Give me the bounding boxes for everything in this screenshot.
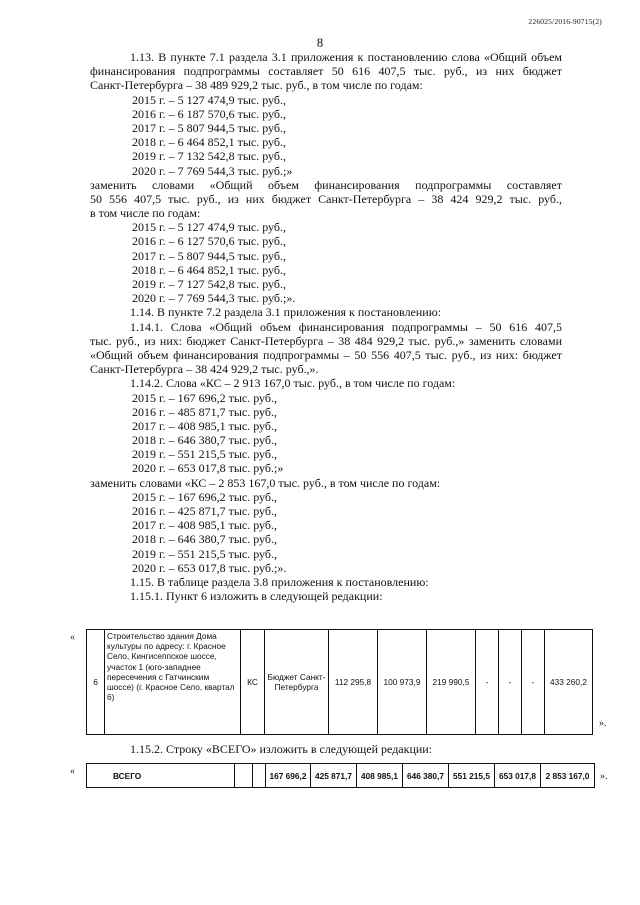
- text-line: 2019 г. – 7 132 542,8 тыс. руб.,: [132, 149, 286, 164]
- text-line: заменить словами «КС – 2 853 167,0 тыс. руб., в том числе по годам:: [90, 475, 441, 490]
- total-empty-cell: [235, 764, 253, 788]
- item-2016: 100 973,9: [378, 630, 427, 735]
- page-number: 8: [316, 36, 324, 50]
- table-row: [87, 630, 593, 735]
- total-row-table: [86, 763, 595, 788]
- total-2015: 167 696,2: [266, 764, 311, 788]
- item-funding-source: Бюджет Санкт-Петербурга: [265, 630, 329, 735]
- text-line: 2018 г. – 646 380,7 тыс. руб.,: [132, 433, 277, 448]
- text-line: 2016 г. – 6 187 570,6 тыс. руб.,: [132, 106, 286, 121]
- item-2020: -: [522, 630, 545, 735]
- text-line: 2018 г. – 6 464 852,1 тыс. руб.,: [132, 262, 286, 277]
- text-line: 1.15. В таблице раздела 3.8 приложения к постановлению:: [130, 574, 429, 589]
- text-line: 2019 г. – 551 215,5 тыс. руб.,: [132, 447, 277, 462]
- program-item-table: [86, 629, 593, 735]
- text-line: финансирования подпрограммы составляет 50 616 407,5 тыс. руб., из них бюджет: [90, 64, 562, 79]
- text-line: 2019 г. – 7 127 542,8 тыс. руб.,: [132, 277, 286, 291]
- item-2017: 219 990,5: [427, 630, 476, 735]
- text-line: тыс. руб., из них: бюджет Санкт-Петербурга – 38 484 929,2 тыс. руб.,» заменить словами: [90, 333, 562, 348]
- text-line: 2017 г. – 5 807 944,5 тыс. руб.,: [132, 120, 286, 135]
- total-label: ВСЕГО: [87, 764, 235, 788]
- text-line: 50 556 407,5 тыс. руб., из них бюджет Санкт-Петербурга – 38 424 929,2 тыс. руб.,: [90, 191, 562, 206]
- table-row: [87, 764, 595, 788]
- text-line: Санкт-Петербурга – 38 424 929,2 тыс. руб.,».: [90, 362, 319, 377]
- total-2020: 653 017,8: [495, 764, 541, 788]
- subitem-1-15-2: 1.15.2. Строку «ВСЕГО» изложить в следующей редакции:: [130, 742, 433, 756]
- total-2017: 408 985,1: [357, 764, 403, 788]
- total-2016: 425 871,7: [311, 764, 357, 788]
- text-line: 1.14. В пункте 7.2 раздела 3.1 приложения к постановлению:: [130, 305, 442, 320]
- text-line: «Общий объем финансирования подпрограммы – 50 556 407,5 тыс. руб., из них: бюджет: [90, 347, 562, 362]
- text-line: 2020 г. – 653 017,8 тыс. руб.;».: [132, 560, 287, 575]
- item-total: 433 260,2: [545, 630, 593, 735]
- total-2019: 551 215,5: [449, 764, 495, 788]
- text-line: 2018 г. – 6 464 852,1 тыс. руб.,: [132, 135, 286, 150]
- text-line: 2017 г. – 408 985,1 тыс. руб.,: [132, 418, 277, 433]
- total-sum: 2 853 167,0: [541, 764, 595, 788]
- text-line: 2016 г. – 6 127 570,6 тыс. руб.,: [132, 234, 286, 249]
- text-line: 2015 г. – 5 127 474,9 тыс. руб.,: [132, 220, 286, 235]
- text-line: 1.14.1. Слова «Общий объем финансирования подпрограммы – 50 616 407,5: [130, 319, 562, 334]
- document-body: [90, 50, 562, 603]
- item-2018: -: [476, 630, 499, 735]
- item-code: КС: [241, 630, 265, 735]
- item-2019: -: [499, 630, 522, 735]
- document-id: 226025/2016-90715(2): [528, 17, 602, 26]
- text-line: 2017 г. – 5 807 944,5 тыс. руб.,: [132, 248, 286, 263]
- item-2015: 112 295,8: [329, 630, 378, 735]
- text-line: в том числе по годам:: [90, 206, 201, 221]
- table1-open-quote: «: [70, 632, 75, 643]
- text-line: Санкт-Петербурга – 38 489 929,2 тыс. руб., в том числе по годам:: [90, 78, 423, 93]
- total-2018: 646 380,7: [403, 764, 449, 788]
- text-line: 2020 г. – 7 769 544,3 тыс. руб.;»: [132, 163, 293, 178]
- total-empty-cell: [253, 764, 266, 788]
- table2-open-quote: «: [70, 766, 75, 777]
- text-line: 2016 г. – 425 871,7 тыс. руб.,: [132, 504, 277, 518]
- text-line: 2020 г. – 653 017,8 тыс. руб.;»: [132, 461, 284, 476]
- item-number: 6: [87, 630, 105, 735]
- text-line: 2020 г. – 7 769 544,3 тыс. руб.;».: [132, 291, 296, 306]
- text-line: 1.13. В пункте 7.1 раздела 3.1 приложения к постановлению слова «Общий объем: [130, 50, 562, 64]
- text-line: 1.15.1. Пункт 6 изложить в следующей редакции:: [130, 589, 383, 604]
- table2-close-quote: ».: [600, 771, 608, 782]
- text-line: 2015 г. – 167 696,2 тыс. руб.,: [132, 489, 277, 504]
- text-line: 1.14.2. Слова «КС – 2 913 167,0 тыс. руб., в том числе по годам:: [130, 376, 456, 391]
- text-line: 2017 г. – 408 985,1 тыс. руб.,: [132, 518, 277, 533]
- table1-close-quote: ».: [599, 718, 607, 729]
- text-line: заменить словами «Общий объем финансирования подпрограммы составляет: [90, 177, 562, 192]
- text-line: 2016 г. – 485 871,7 тыс. руб.,: [132, 404, 277, 419]
- text-line: 2019 г. – 551 215,5 тыс. руб.,: [132, 546, 277, 561]
- text-line: 2018 г. – 646 380,7 тыс. руб.,: [132, 532, 277, 547]
- text-line: 2015 г. – 5 127 474,9 тыс. руб.,: [132, 92, 286, 107]
- item-description: Строительство здания Дома культуры по адресу: г. Красное Село, Кингисеппское шоссе, участок 1 (юго-западнее пересечения с Гатчинским шоссе) (г. Красное Село, квартал 6): [105, 630, 241, 735]
- text-line: 2015 г. – 167 696,2 тыс. руб.,: [132, 390, 277, 405]
